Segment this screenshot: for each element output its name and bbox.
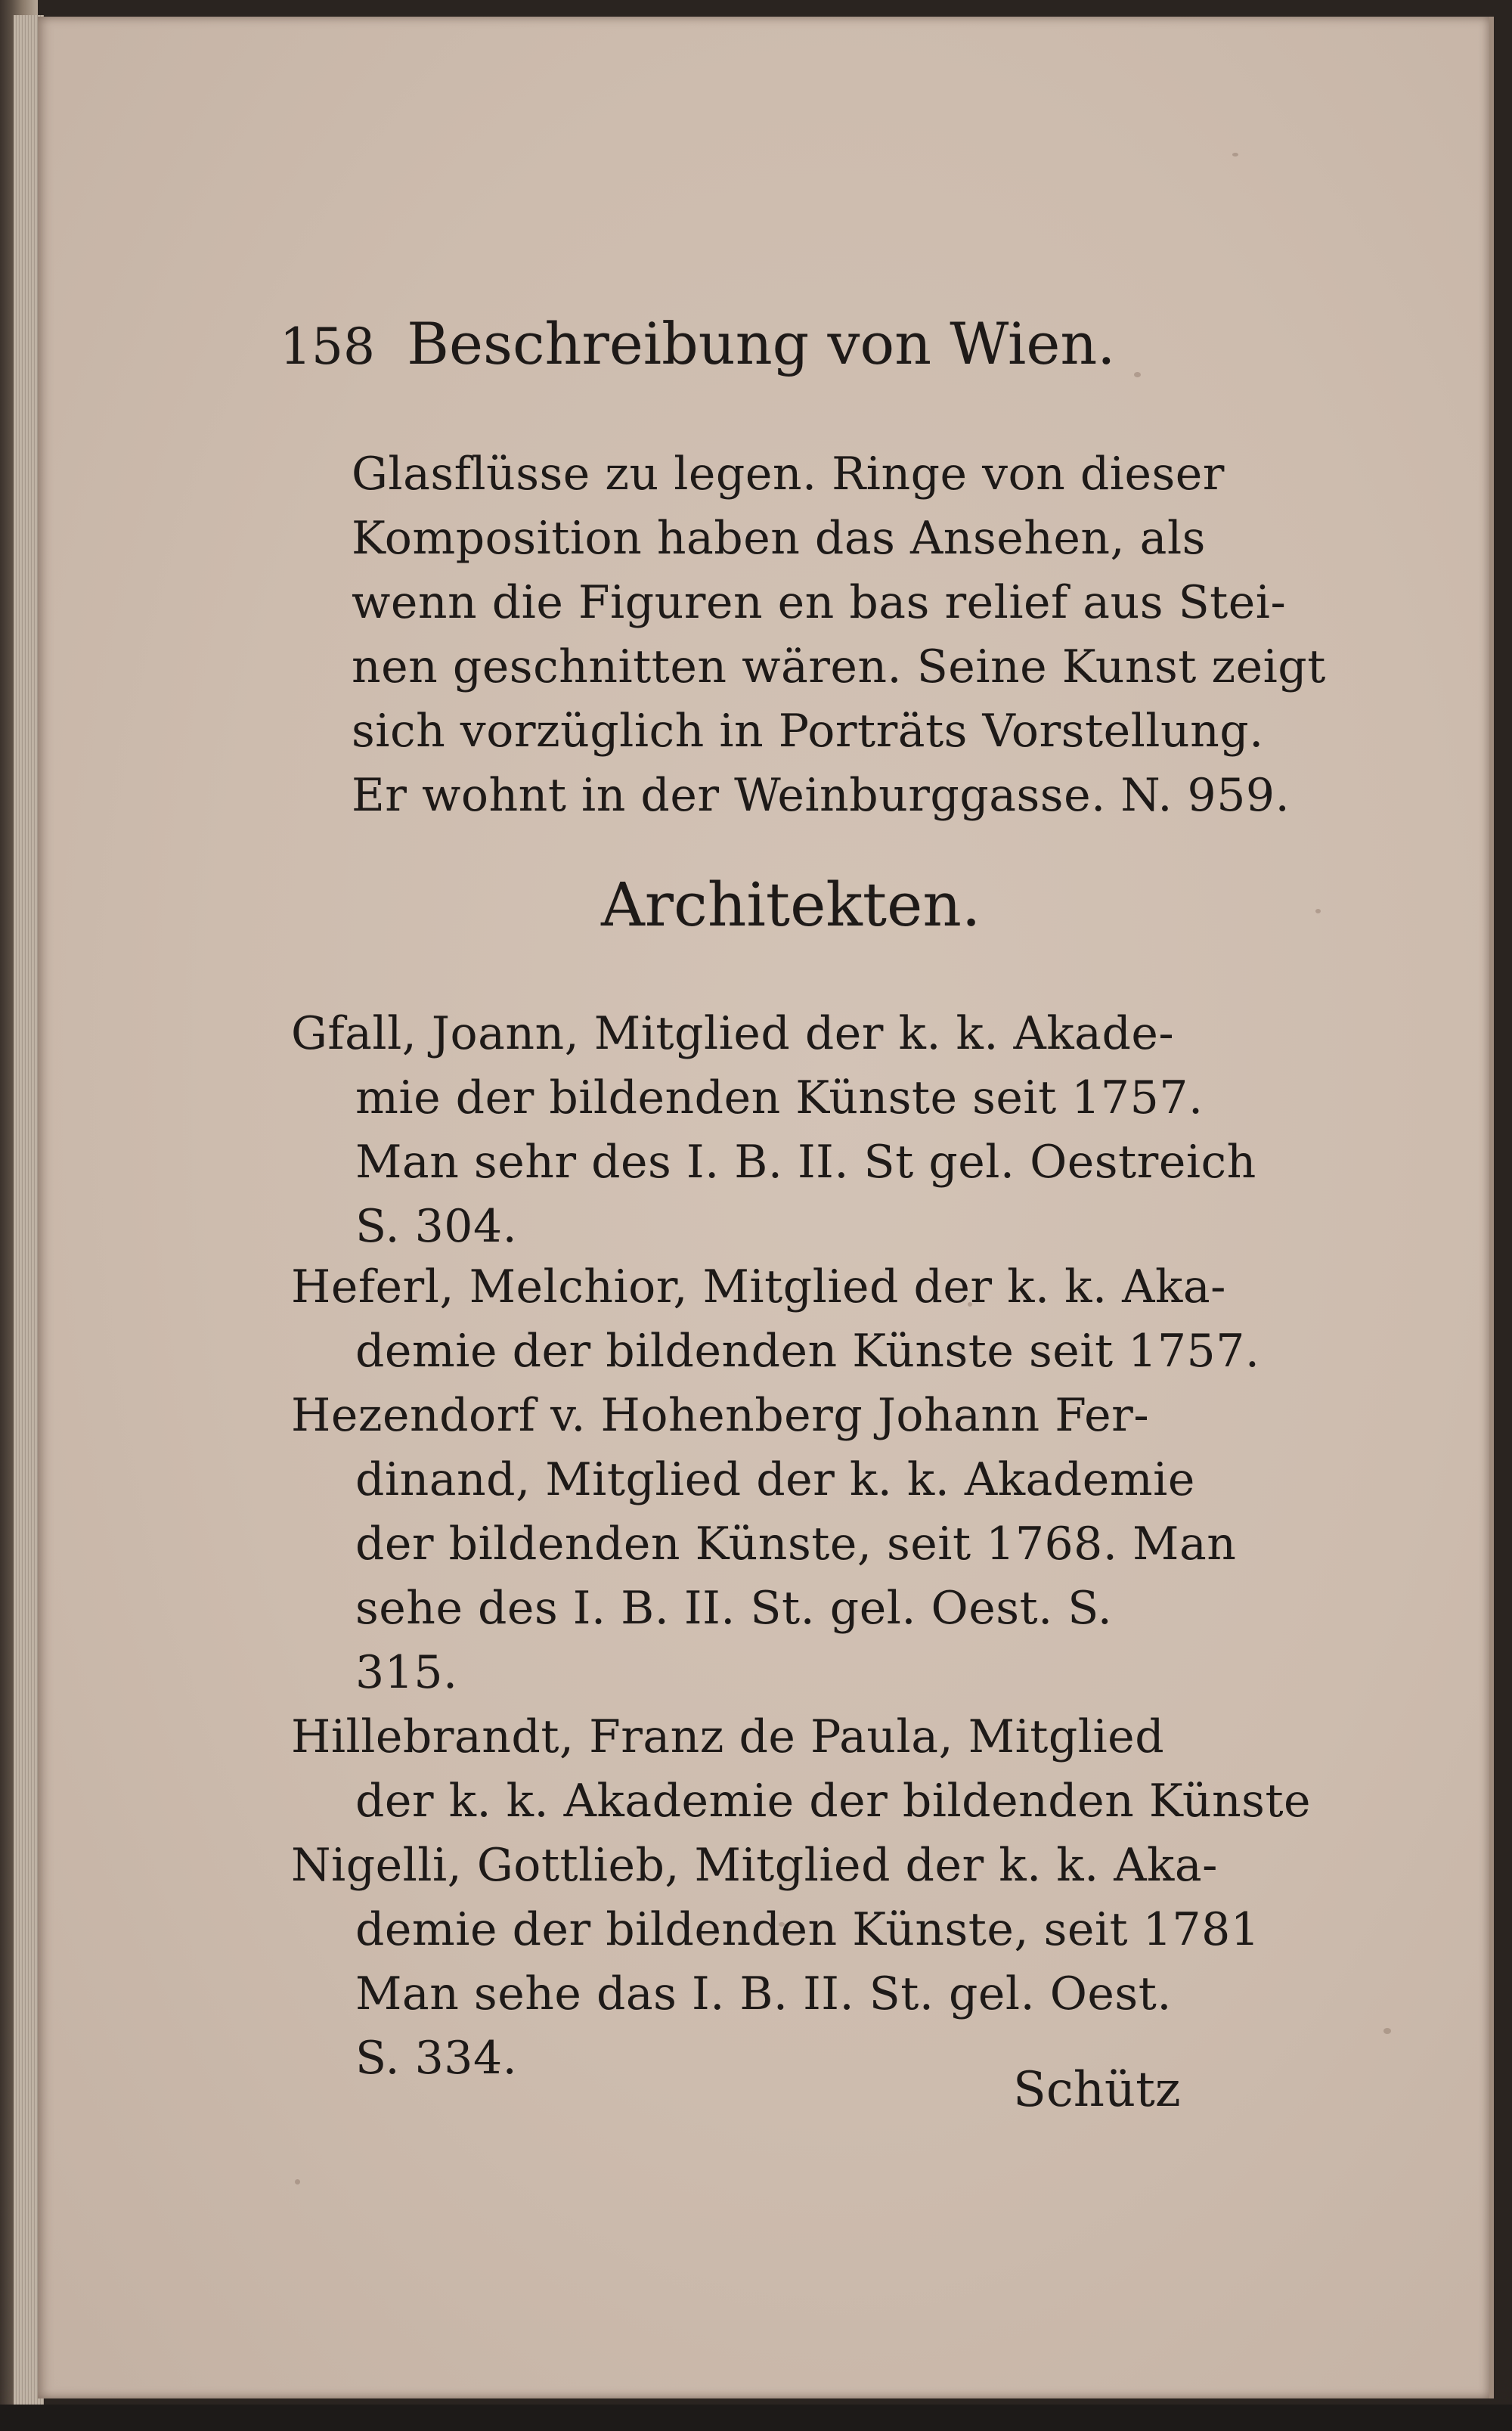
scan-bottom-border [0, 2405, 1512, 2431]
page-header [280, 310, 1116, 377]
entry-line: Gfall, Joann, Mitglied der k. k. Akade- [291, 1007, 1175, 1060]
entry-line: Man sehr des I. B. II. St gel. Oestreich [355, 1136, 1256, 1189]
entry-line: Heferl, Melchior, Mitglied der k. k. Aka- [291, 1260, 1226, 1313]
entry-line: Hezendorf v. Hohenberg Johann Fer- [291, 1389, 1150, 1442]
running-title: Beschreibung von Wien. [407, 310, 1116, 377]
entry-line: Man sehe das I. B. II. St. gel. Oest. [355, 1967, 1172, 2020]
page-number: 158 [280, 318, 375, 376]
paragraph-line: Er wohnt in der Weinburggasse. N. 959. [352, 769, 1290, 822]
catchword: Schütz [1013, 2062, 1181, 2118]
paper-speck [295, 2179, 300, 2184]
entry-line: dinand, Mitglied der k. k. Akademie [355, 1453, 1195, 1506]
paragraph-line: sich vorzüglich in Porträts Vorstellung. [352, 705, 1264, 758]
entry-line: S. 304. [355, 1200, 518, 1253]
entry-line: Hillebrandt, Franz de Paula, Mitglied [291, 1710, 1165, 1763]
paragraph-line: Glasflüsse zu legen. Ringe von dieser [352, 448, 1225, 501]
paper-speck [1315, 909, 1321, 913]
book-page [38, 17, 1494, 2398]
paragraph-line: Komposition haben das Ansehen, als [352, 512, 1206, 565]
entry-line: der bildenden Künste, seit 1768. Man [355, 1518, 1237, 1571]
entry-line: demie der bildenden Künste, seit 1781 [355, 1903, 1260, 1956]
entry-line: S. 334. [355, 2032, 518, 2085]
entry-line: sehe des I. B. II. St. gel. Oest. S. [355, 1582, 1113, 1635]
paragraph-line: nen geschnitten wären. Seine Kunst zeigt [352, 640, 1326, 693]
entry-line: mie der bildenden Künste seit 1757. [355, 1071, 1204, 1124]
paragraph-line: wenn die Figuren en bas relief aus Stei- [352, 576, 1287, 629]
entry-line: 315. [355, 1646, 458, 1699]
paper-speck [1134, 372, 1141, 377]
section-title: Architekten. [601, 870, 981, 940]
paper-speck [1383, 2028, 1391, 2034]
entry-line: Nigelli, Gottlieb, Mitglied der k. k. Aka- [291, 1839, 1218, 1892]
paper-speck [1232, 153, 1238, 157]
entry-line: demie der bildenden Künste seit 1757. [355, 1325, 1260, 1378]
entry-line: der k. k. Akademie der bildenden Künste [355, 1775, 1312, 1828]
